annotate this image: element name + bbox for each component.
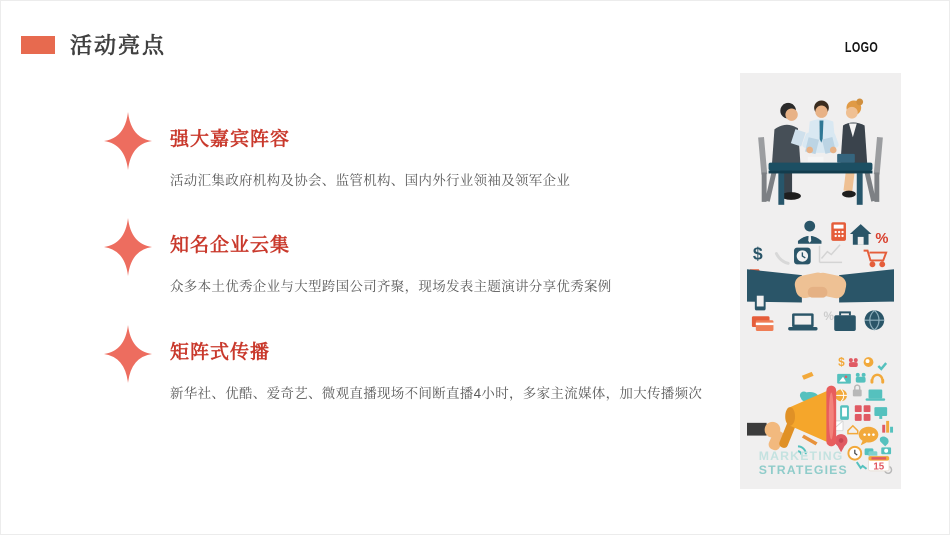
title-accent-bar [21, 36, 55, 54]
svg-text:$: $ [838, 356, 845, 369]
globe-icon [865, 310, 885, 330]
clock-icon [848, 447, 861, 460]
credit-cards-icon [752, 316, 774, 331]
megaphone-icon [747, 386, 836, 452]
percent-gray-icon: % [823, 310, 834, 324]
business-meeting-illustration [747, 83, 894, 211]
highlight-section-enterprises [104, 218, 729, 296]
sparkle-star-icon [104, 218, 152, 276]
calculator-icon [831, 222, 846, 241]
side-illustration-panel [740, 73, 901, 489]
sparkle-star-icon [104, 112, 152, 170]
briefcase-icon [834, 312, 856, 331]
line-chart-icon [820, 245, 843, 263]
section-heading: 强大嘉宾阵容 [170, 129, 291, 150]
section-text [170, 112, 570, 190]
calendar-number: 15 [873, 461, 885, 473]
slide-header [21, 29, 166, 60]
phone-handset-icon [776, 254, 788, 264]
section-heading: 知名企业云集 [170, 235, 291, 256]
handshake-icon [747, 269, 894, 302]
section-body: 众多本土优秀企业与大型跨国公司齐聚，现场发表主题演讲分享优秀案例 [170, 279, 612, 294]
marketing-megaphone-illustration [747, 351, 894, 479]
businessman-icon [798, 221, 822, 244]
smartphone-icon [755, 293, 766, 311]
clock-icon [794, 248, 811, 265]
house-icon [850, 224, 872, 245]
highlight-section-guests [104, 112, 729, 190]
section-text [170, 218, 612, 296]
section-text [170, 325, 702, 403]
highlight-section-media [104, 325, 729, 403]
handshake-business-icons-illustration [747, 217, 894, 345]
laptop-icon [788, 313, 817, 330]
shopping-cart-icon [864, 251, 887, 267]
calendar-icon [869, 456, 890, 472]
dollar-icon: $ [752, 243, 763, 264]
logo: LOGO [844, 39, 878, 56]
section-body: 新华社、优酷、爱奇艺、微观直播现场不间断直播4小时，多家主流媒体，加大传播频次 [170, 386, 703, 401]
section-heading: 矩阵式传播 [170, 342, 271, 363]
section-body: 活动汇集政府机构及协会、监管机构、国内外行业领袖及领军企业 [170, 173, 571, 188]
caption-line-2: STRATEGIES [758, 462, 848, 477]
sparkle-star-icon [104, 325, 152, 383]
page-title: 活动亮点 [70, 33, 167, 58]
percent-icon: % [875, 230, 889, 247]
caption-line-1: MARKETING [758, 449, 844, 464]
